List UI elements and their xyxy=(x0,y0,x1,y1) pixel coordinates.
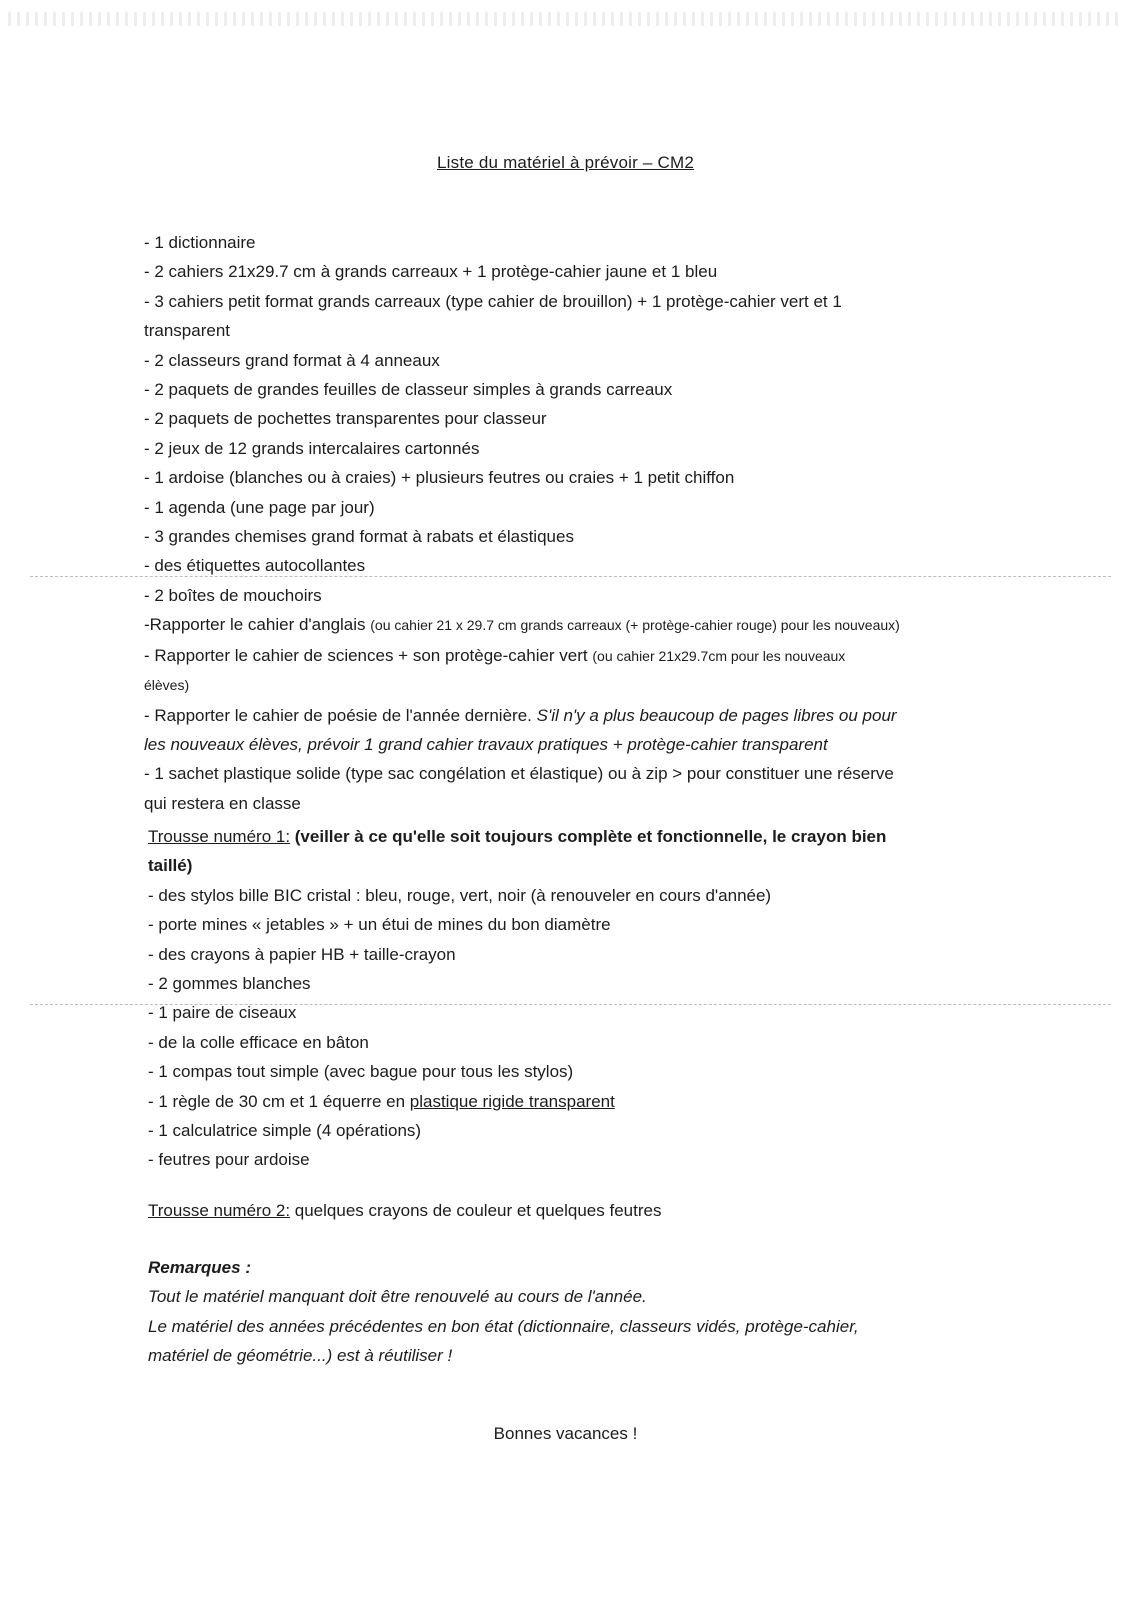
sciences-item: - Rapporter le cahier de sciences + son protège-cahier vert (ou cahier 21x29.7cm pour les nouveaux xyxy=(144,645,846,665)
list-item: - 1 compas tout simple (avec bague pour tous les stylos) xyxy=(148,1062,574,1082)
sciences-item-cont: élèves) xyxy=(144,677,190,694)
list-item: - 2 jeux de 12 grands intercalaires cartonnés xyxy=(144,438,480,458)
list-item: - 3 grandes chemises grand format à rabats et élastiques xyxy=(144,527,574,547)
document-title: Liste du matériel à prévoir – CM2 xyxy=(437,153,694,172)
trousse-1-heading: Trousse numéro 1: xyxy=(148,827,291,846)
list-item: - 2 gommes blanches xyxy=(148,974,311,994)
list-item: - 3 cahiers petit format grands carreaux (type cahier de brouillon) + 1 protège-cahier vert et 1 xyxy=(144,291,842,311)
list-item: - 2 boîtes de mouchoirs xyxy=(144,585,322,605)
supply-list xyxy=(144,228,994,818)
trousse-1-section: Trousse numéro 1: (veiller à ce qu'elle soit toujours complète et fonctionnelle, le crayon bien taillé) - des stylos bille BIC cristal : bleu, rouge, vert, noir (à renouveler en cours d'année) - porte mines « jetables » + un étui de mines du bon diamètre - des crayons à papier HB + taille-crayon - 2 gommes blanches - 1 paire de ciseaux - de la colle efficace en bâton - 1 compas tout simple (avec bague pour tous les stylos) - 1 règle de 30 cm et 1 équerre en plastique rigide transparent - 1 calculatrice simple (4 opérations) - feutres pour ardoise xyxy=(148,822,988,1175)
list-item: - 1 ardoise (blanches ou à craies) + plusieurs feutres ou craies + 1 petit chiffon xyxy=(144,468,735,488)
list-item: - 1 paire de ciseaux xyxy=(148,1003,297,1023)
poesie-item: - Rapporter le cahier de poésie de l'année dernière. S'il n'y a plus beaucoup de pages libres ou pour xyxy=(144,705,897,725)
remarques-section: Remarques : Tout le matériel manquant doit être renouvelé au cours de l'année. Le matériel des années précédentes en bon état (dictionnaire, classeurs vidés, protège-cahier, matériel de géométrie...) est à réutiliser ! xyxy=(148,1253,988,1371)
list-item: - de la colle efficace en bâton xyxy=(148,1032,369,1052)
list-item: - 1 calculatrice simple (4 opérations) xyxy=(148,1121,422,1141)
sachet-item-cont: qui restera en classe xyxy=(144,793,301,813)
poesie-item-cont: les nouveaux élèves, prévoir 1 grand cahier travaux pratiques + protège-cahier transparent xyxy=(144,734,828,754)
list-item: transparent xyxy=(144,321,230,341)
closing-text: Bonnes vacances ! xyxy=(493,1424,638,1443)
list-item: - 2 paquets de pochettes transparentes pour classeur xyxy=(144,409,547,429)
list-item: - porte mines « jetables » + un étui de mines du bon diamètre xyxy=(148,915,611,935)
trousse-2-heading: Trousse numéro 2: xyxy=(148,1201,291,1220)
list-item: - des étiquettes autocollantes xyxy=(144,556,366,576)
list-item: - 2 cahiers 21x29.7 cm à grands carreaux + 1 protège-cahier jaune et 1 bleu xyxy=(144,262,718,282)
trousse-2-section: Trousse numéro 2: quelques crayons de couleur et quelques feutres xyxy=(148,1201,662,1220)
list-item: - des crayons à papier HB + taille-crayon xyxy=(148,944,456,964)
remarques-heading: Remarques : xyxy=(148,1258,251,1277)
list-item: - 1 dictionnaire xyxy=(144,233,256,252)
list-item: - des stylos bille BIC cristal : bleu, rouge, vert, noir (à renouveler en cours d'année) xyxy=(148,885,772,905)
scan-artifact-top xyxy=(8,12,1123,26)
list-item: - 1 règle de 30 cm et 1 équerre en plastique rigide transparent xyxy=(148,1091,615,1111)
list-item: - 1 agenda (une page par jour) xyxy=(144,497,375,517)
anglais-item: -Rapporter le cahier d'anglais (ou cahier 21 x 29.7 cm grands carreaux (+ protège-cahier rouge) pour les nouveaux) xyxy=(144,615,900,635)
list-item: - 2 classeurs grand format à 4 anneaux xyxy=(144,350,440,370)
list-item: - feutres pour ardoise xyxy=(148,1150,310,1170)
sachet-item: - 1 sachet plastique solide (type sac congélation et élastique) ou à zip > pour constituer une réserve xyxy=(144,764,894,784)
list-item: - 2 paquets de grandes feuilles de classeur simples à grands carreaux xyxy=(144,380,673,400)
